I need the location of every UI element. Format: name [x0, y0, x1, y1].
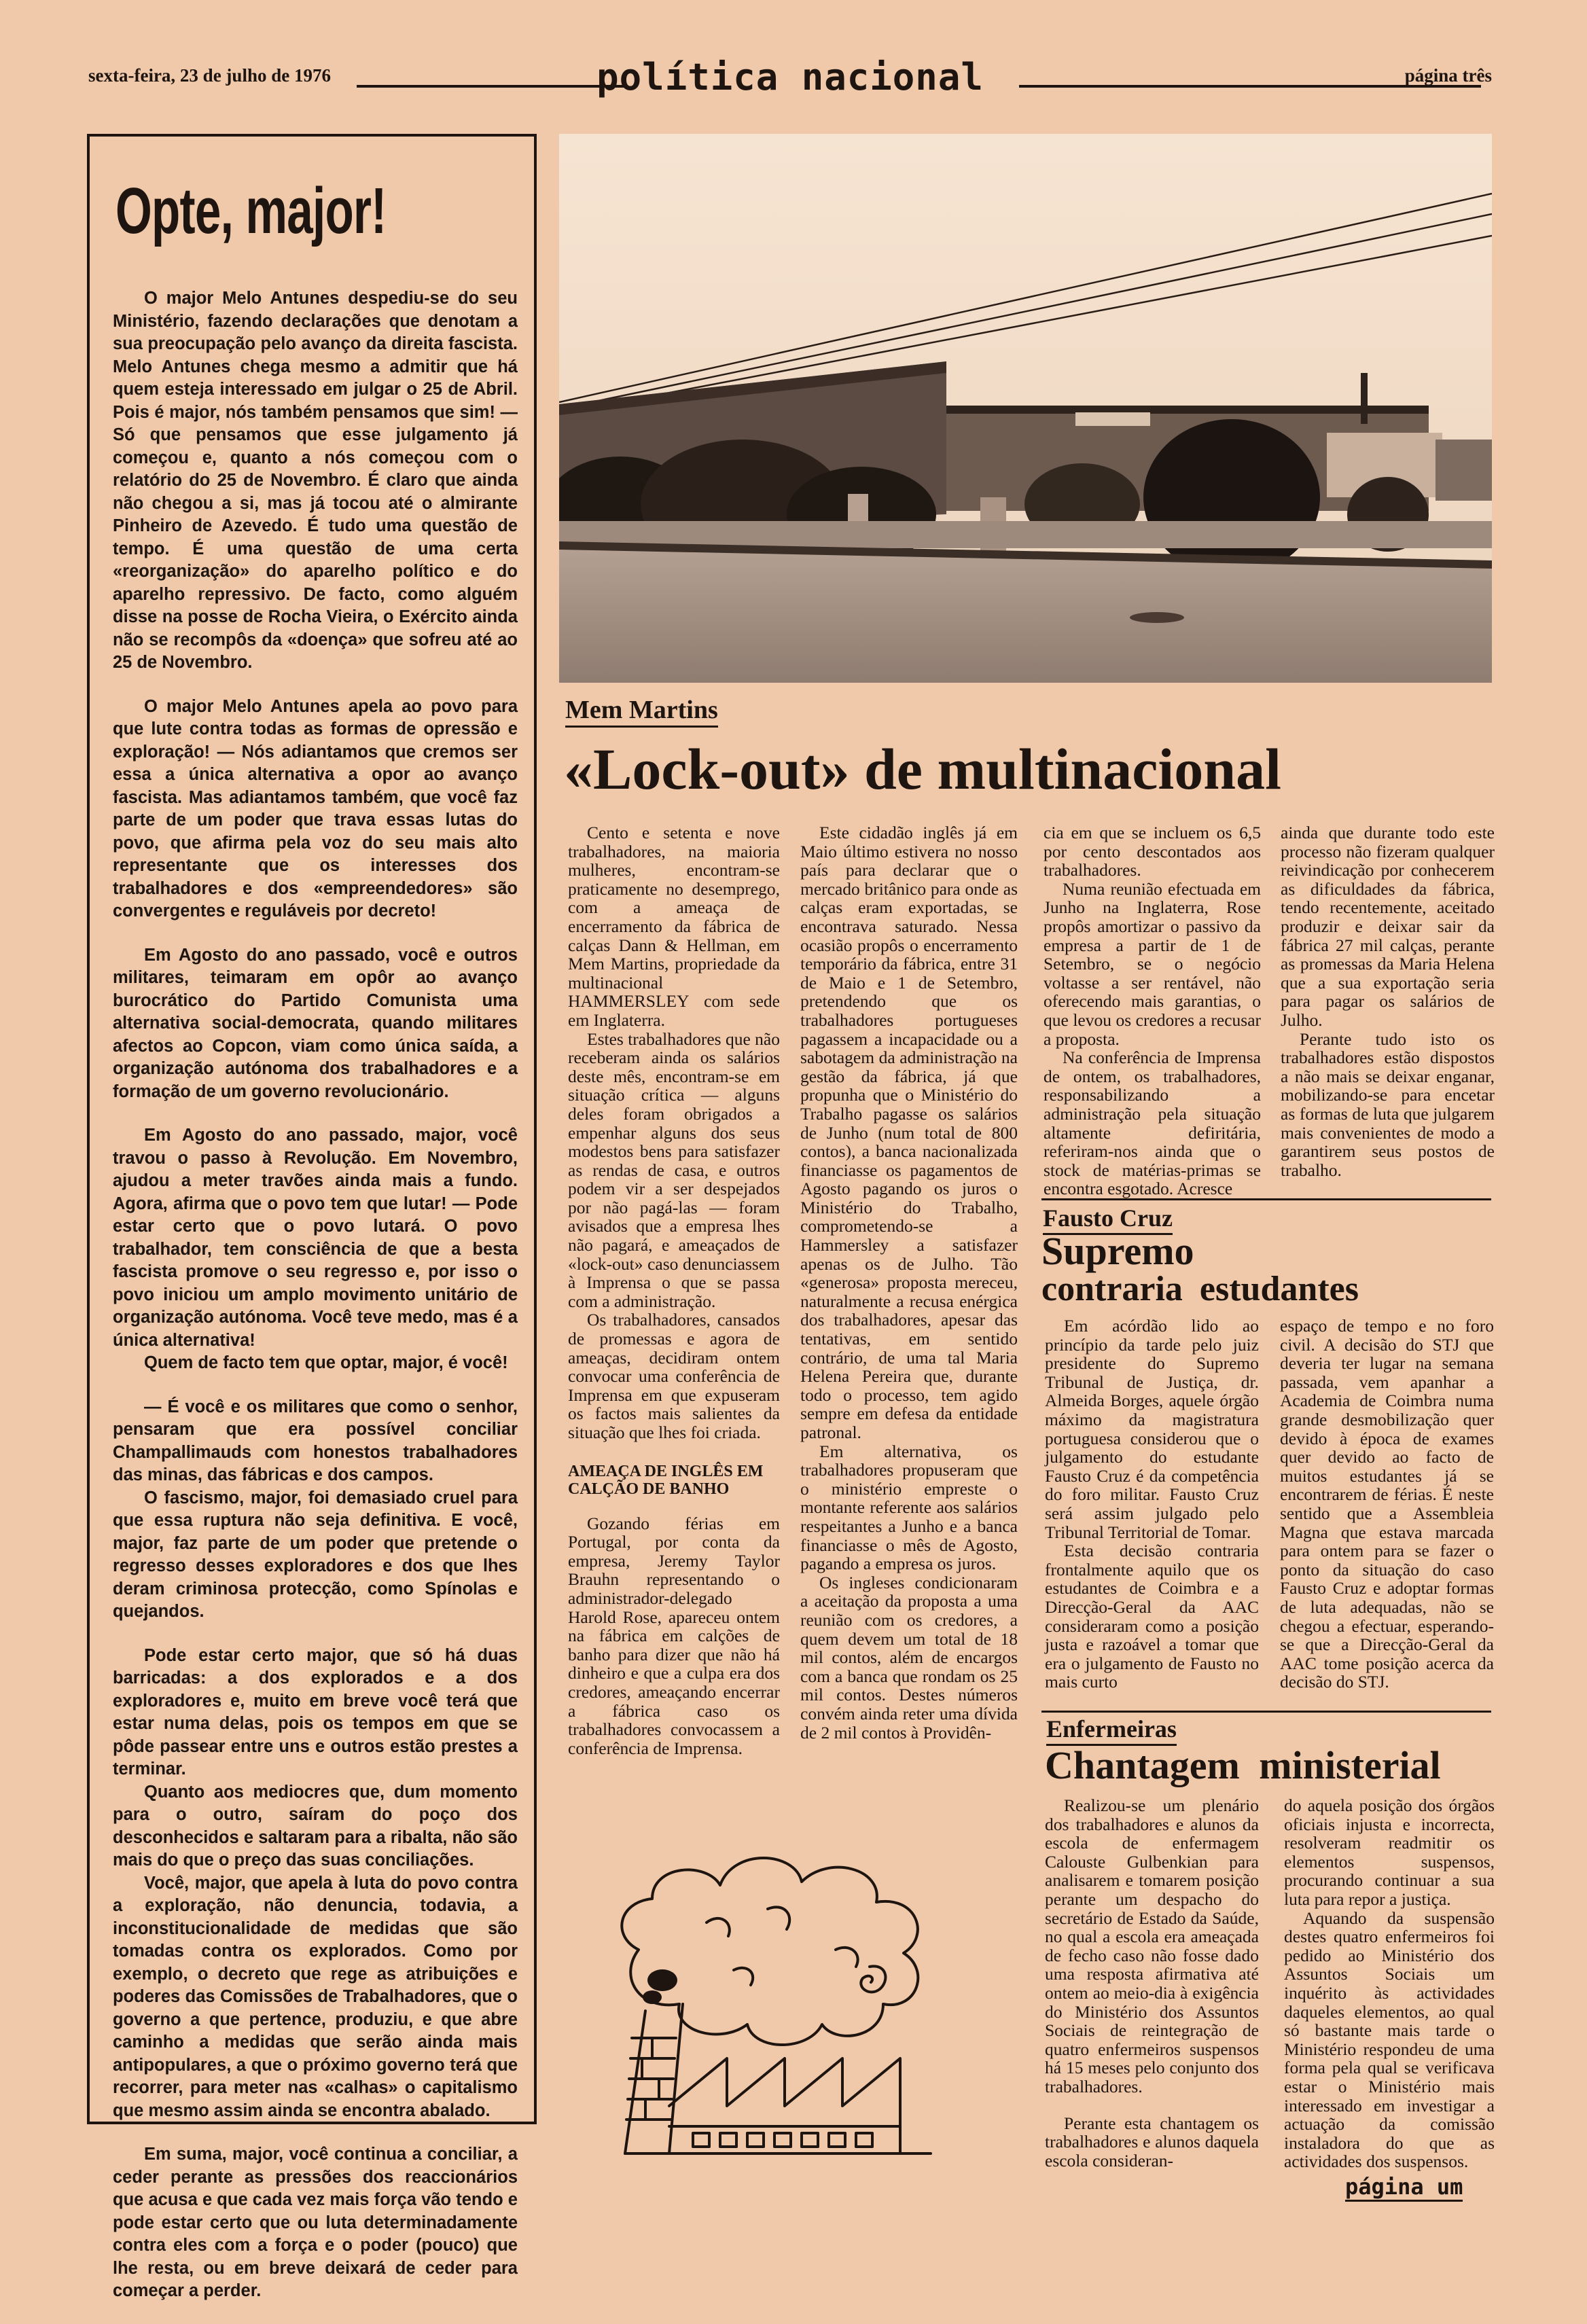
- lockout-subhead: AMEAÇA DE INGLÊS EM CALÇÃO DE BANHO: [568, 1462, 764, 1498]
- supremo-paragraph: Em acórdão lido ao princípio da tarde pelo juiz presidente do Supremo Tribunal de Justiça, dr. Almeida Borges, aquele órgão máximo da magistratura portuguesa considerou que o julgamento do estudante Fausto Cruz é da competência do foro militar. Fausto Cruz será assim julgado pelo Tribunal Territorial de Tomar.: [1045, 1316, 1259, 1542]
- supremo-kicker: Fausto Cruz: [1043, 1204, 1173, 1235]
- lockout-paragraph: Este cidadão inglês já em Maio último estivera no nosso país para declarar que o mercado britânico para onde as calças eram exportadas, se encontrava saturado. Nessa ocasião propôs o encerramento temporário da fábrica, entre 31 de Maio e 1 de Setembro, pretendendo que os trabalhadores portugueses pagassem a incapacidade ou a sabotagem da administração na gestão da fábrica, já que propunha que o Ministério do Trabalho pagasse os salários de Junho (num total de 800 contos), a banca nacionalizada financiasse os pagamentos de Agosto pagando os juros o Ministério do Trabalho, comprometendo-se a Hammersley a satisfazer apenas os de Julho. Tão «generosa» proposta mereceu, naturalmente a recusa enérgica dos trabalhadores, apesar das tentativas, em sentido contrário, de uma tal Maria Helena Pereira que, durante todo o processo, tem agido sempre em defesa da entidade patronal.: [800, 823, 1018, 1442]
- supremo-column-1: [1045, 1317, 1259, 1692]
- factory-cartoon: [550, 1834, 1026, 2160]
- lockout-paragraph: Os ingleses condicionaram a aceitação da proposta a uma reunião com os credores, a quem devem um total de 18 mil contos, além de encargos com a banca que rondam os 25 mil contos. Destes números convém ainda reter uma dívida de 2 mil contos à Providên-: [800, 1572, 1018, 1742]
- enfermeiras-column-1: [1045, 1796, 1259, 2170]
- supremo-headline-2: contraria estudantes: [1041, 1270, 1359, 1308]
- factory-photo-image: [559, 134, 1492, 683]
- divider-enfermeiras: [1041, 1711, 1491, 1713]
- opinion-paragraph: Pode estar certo major, que só há duas barricadas: a dos explorados e a dos exploradores e, muito em breve você terá que estar numa delas, pois os tempos em que se pôde passear entre uns e outros estão prestes a terminar.: [113, 1645, 518, 1778]
- supremo-headline-1: Supremo: [1041, 1229, 1194, 1273]
- enfermeiras-headline: Chantagem ministerial: [1045, 1743, 1441, 1787]
- lockout-paragraph: Gozando férias em Portugal, por conta da empresa, Jeremy Taylor Brauhn representando o administrador-delegado Harold Rose, apareceu ontem na fábrica em calções de banho para dizer que não há dinheiro e que a culpa era dos credores, ameaçando encerrar a fábrica caso os trabalhadores convocassem a conferência de Imprensa.: [568, 1513, 780, 1758]
- opinion-paragraph: O major Melo Antunes apela ao povo para que lute contra todas as formas de opressão e exploração! — Nós adiantamos que cremos ser essa a única alternativa a opor ao avanço fascista. Mas adiantamos também, que você faz parte de um poder que trava essas lutas do povo, que afirma pela voz do seu mais alto representante que os interesses dos trabalhadores e dos «empreendedores» são convergentes e reguláveis por decreto!: [113, 696, 518, 920]
- lockout-column-3: [1044, 823, 1261, 1198]
- supremo-column-2: [1280, 1317, 1494, 1692]
- supremo-paragraph: espaço de tempo e no foro civil. A decisão do STJ que deveria ter lugar na semana passada, vem apanhar a Academia de Coimbra numa grande desmobilização quer devido à época de exames quer devido ao facto de muitos estudantes já se encontrarem de férias. É neste sentido que a Assembleia Magna que estava marcada para ontem para se fazer o ponto da situação do caso Fausto Cruz e adoptar formas de luta adequadas, não se chegou a efectuar, esperando-se que a Direcção-Geral da AAC tome posição acerca da decisão do STJ.: [1280, 1316, 1494, 1692]
- factory-photo: [559, 134, 1492, 683]
- lockout-kicker: Mem Martins: [565, 695, 718, 728]
- lockout-paragraph: cia em que se incluem os 6,5 por cento descontados aos trabalhadores.: [1044, 823, 1261, 880]
- enfermeiras-paragraph: Aquando da suspensão destes quatro enfermeiros foi pedido ao Ministério dos Assuntos Sociais um inquérito às actividades daqueles elementos, ao qual só bastante mais tarde o Ministério respondeu de uma forma pela qual se verificava estar o Ministério mais interessado em investigar a actuação da comissão instaladora do que as actividades dos suspensos.: [1284, 1908, 1495, 2172]
- opinion-box: [87, 134, 537, 2300]
- enfermeiras-paragraph: do aquela posição dos órgãos oficiais injusta e incorrecta, resolveram readmitir os elementos suspensos, procurando continuar a sua luta para repor a justiça.: [1284, 1795, 1495, 1909]
- opinion-body: [113, 287, 518, 2324]
- lockout-paragraph: Na conferência de Imprensa de ontem, os trabalhadores, responsabilizando a administração pela situação altamente defiritária, referiram-nos ainda que o stock de matérias-primas se encontra esgotado. Acresce: [1044, 1048, 1261, 1199]
- lockout-paragraph: Estes trabalhadores que não receberam ainda os salários deste mês, encontram-se em situação crítica — alguns deles foram obrigados a empenhar alguns dos seus modestos bens para satisfazer as rendas de casa, e outros podem vir a ser despejados por não pagá-las — foram avisados que a empresa lhes não pagará, e ameaçados de «lock-out» caso denunciassem à Imprensa o que se passa com a administração.: [568, 1029, 780, 1311]
- lockout-paragraph: Em alternativa, os trabalhadores propuseram que o ministério empreste o montante referente aos salários respeitantes a Junho e a banca financiasse o mês de Agosto, pagando a empresa os juros.: [800, 1441, 1018, 1574]
- enfermeiras-paragraph: Realizou-se um plenário dos trabalhadores e alunos da escola de enfermagem Calouste Gulbenkian para analisarem e tomarem posição perante um despacho do secretário de Estado da Saúde, no qual a escola era ameaçada de fecho caso não fosse dado uma resposta afirmativa até ontem ao meio-dia à exigência do Ministério dos Assuntos Sociais de reintegração de quatro enfermeiros suspensos há 15 meses pelo conjunto dos trabalhadores.: [1045, 1795, 1259, 2096]
- lockout-paragraph: Os trabalhadores, cansados de promessas e agora de ameaças, decidiram ontem convocar uma conferência de Imprensa em que expuseram os factos mais salientes da situação que lhes foi criada.: [568, 1310, 780, 1442]
- masthead: [88, 53, 1492, 107]
- lockout-headline: «Lock-out» de multinacional: [564, 736, 1281, 802]
- enfermeiras-paragraph: Perante esta chantagem os trabalhadores e alunos daquela escola consideran-: [1045, 2113, 1259, 2170]
- page-number: página três: [1404, 65, 1492, 86]
- supremo-paragraph: Esta decisão contraria frontalmente aquilo que os estudantes de Coimbra e a Direcção-Geral da AAC consideraram como a posição justa e razoável a tomar que era o julgamento de Fausto no mais curto: [1045, 1541, 1259, 1692]
- divider-supremo: [1041, 1198, 1491, 1200]
- lockout-paragraph: Numa reunião efectuada em Junho na Inglaterra, Rose propôs amortizar o passivo da empresa a partir de 1 de Setembro, se o negócio voltasse a ser rentável, não oferecendo mais garantias, o que levou os credores a recusar a proposta.: [1044, 878, 1261, 1049]
- opinion-paragraph: Em Agosto do ano passado, você e outros militares, teimaram em opôr ao avanço burocrático do Partido Comunista uma alternativa social-democrata, quando militares afectos ao Copcon, viam como única saída, a organização autónoma dos trabalhadores e a formação de um governo revolucionário.: [113, 945, 518, 1101]
- lockout-column-1: [568, 823, 780, 1757]
- opinion-paragraph: O major Melo Antunes despediu-se do seu Ministério, fazendo declarações que denotam a sua preocupação pelo avanço da direita fascista. Melo Antunes chega mesmo a admitir que há quem esteja interessado em julgar o 25 de Abril. Pois é major, nós também pensamos que sim! — Só que pensamos que esse julgamento já começou e, quanto a nós começou com o relatório do 25 de Novembro. É claro que ainda não chegou a si, mas já tocou até o almirante Pinheiro de Azevedo. É tudo uma questão de tempo. É uma questão de uma certa «reorganização» do aparelho político e do aparelho repressivo. De facto, como alguém disse na posse de Rocha Vieira, o Exército ainda não se recompôs da «doença» que sofreu até ao 25 de Novembro.: [113, 289, 518, 672]
- next-page-marker: página um: [1345, 2174, 1463, 2202]
- opinion-paragraph: Quanto aos mediocres que, dum momento para o outro, saíram do poço dos desconhecidos e saltaram para a ribalta, não são mais do que o preço das suas conciliações.: [113, 1782, 518, 1870]
- issue-date: sexta-feira, 23 de julho de 1976: [88, 65, 331, 86]
- opinion-title: Opte, major!: [115, 175, 387, 247]
- lockout-paragraph: Perante tudo isto os trabalhadores estão dispostos a não mais se deixar enganar, mobilizando-se para encetar as formas de luta que julgarem mais convenientes de modo a garantirem seus postos de trabalho.: [1281, 1029, 1495, 1180]
- opinion-paragraph: Quem de facto tem que optar, major, é você!: [144, 1353, 508, 1372]
- section-title: política nacional: [596, 56, 984, 99]
- lockout-paragraph: Cento e setenta e nove trabalhadores, na maioria mulheres, encontram-se praticamente no desemprego, com a ameaça de encerramento da fábrica de calças Dann & Hellman, em Mem Martins, propriedade da multinacional HAMMERSLEY com sede em Inglaterra.: [568, 823, 780, 1030]
- enfermeiras-kicker: Enfermeiras: [1046, 1715, 1177, 1746]
- lockout-column-2: [800, 823, 1018, 1742]
- enfermeiras-column-2: [1284, 1796, 1495, 2171]
- opinion-paragraph: — É você e os militares que como o senhor, pensaram que era possível conciliar Champallimauds com honestos trabalhadores das minas, das fábricas e dos campos.: [113, 1397, 518, 1484]
- lockout-paragraph: ainda que durante todo este processo não fizeram qualquer reivindicação por conhecerem as dificuldades da fábrica, tendo recentemente, aceitado produzir e deixar sair da fábrica 27 mil calças, perante as promessas da Maria Helena que a sua exportação seria para pagar os salários de Julho.: [1281, 823, 1495, 1030]
- opinion-paragraph: Em Agosto do ano passado, major, você travou o passo à Revolução. Em Novembro, ajudou a meter travões ainda mais a fundo. Agora, afirma que o povo tem que lutar! — Pode estar certo que o povo lutará. O povo trabalhador, tem consciência de que a besta fascista promove o seu regresso e, por isso o povo iniciou um amplo movimento unitário de organização autónoma. Você teve medo, mas é a única alternativa!: [113, 1126, 518, 1350]
- opinion-paragraph: Você, major, que apela à luta do povo contra a exploração, não denuncia, todavia, a inconstitucionalidade de medidas que são tomadas contra os explorados. Como por exemplo, o decreto que rege as atribuições e poderes das Comissões de Trabalhadores, que o governo a que pertence, produziu, e que abre caminho a medidas que serão ainda mais antipopulares, a que o próximo governo terá que recorrer, para meter nas «calhas» o capitalismo que mesmo assim ainda se encontra abalado.: [113, 1873, 518, 2120]
- opinion-paragraph: O fascismo, major, foi demasiado cruel para que essa ruptura não seja definitiva. E você, major, faz parte de um poder que pretende o regresso desses exploradores e dos que lhes deram criminosa protecção, como Spínolas e quejandos.: [113, 1488, 518, 1621]
- opinion-paragraph: Em suma, major, você continua a conciliar, a ceder perante as pressões dos reaccionários que acusa e que cada vez mais força vão tendo e pode estar certo que ou luta determinadamente contra eles com a força e o poder (pouco) que lhe resta, ou em breve deixará de ceder para começar a perder.: [113, 2145, 518, 2300]
- factory-cartoon-drawing: [550, 1834, 1026, 2160]
- lockout-column-4: [1281, 823, 1495, 1179]
